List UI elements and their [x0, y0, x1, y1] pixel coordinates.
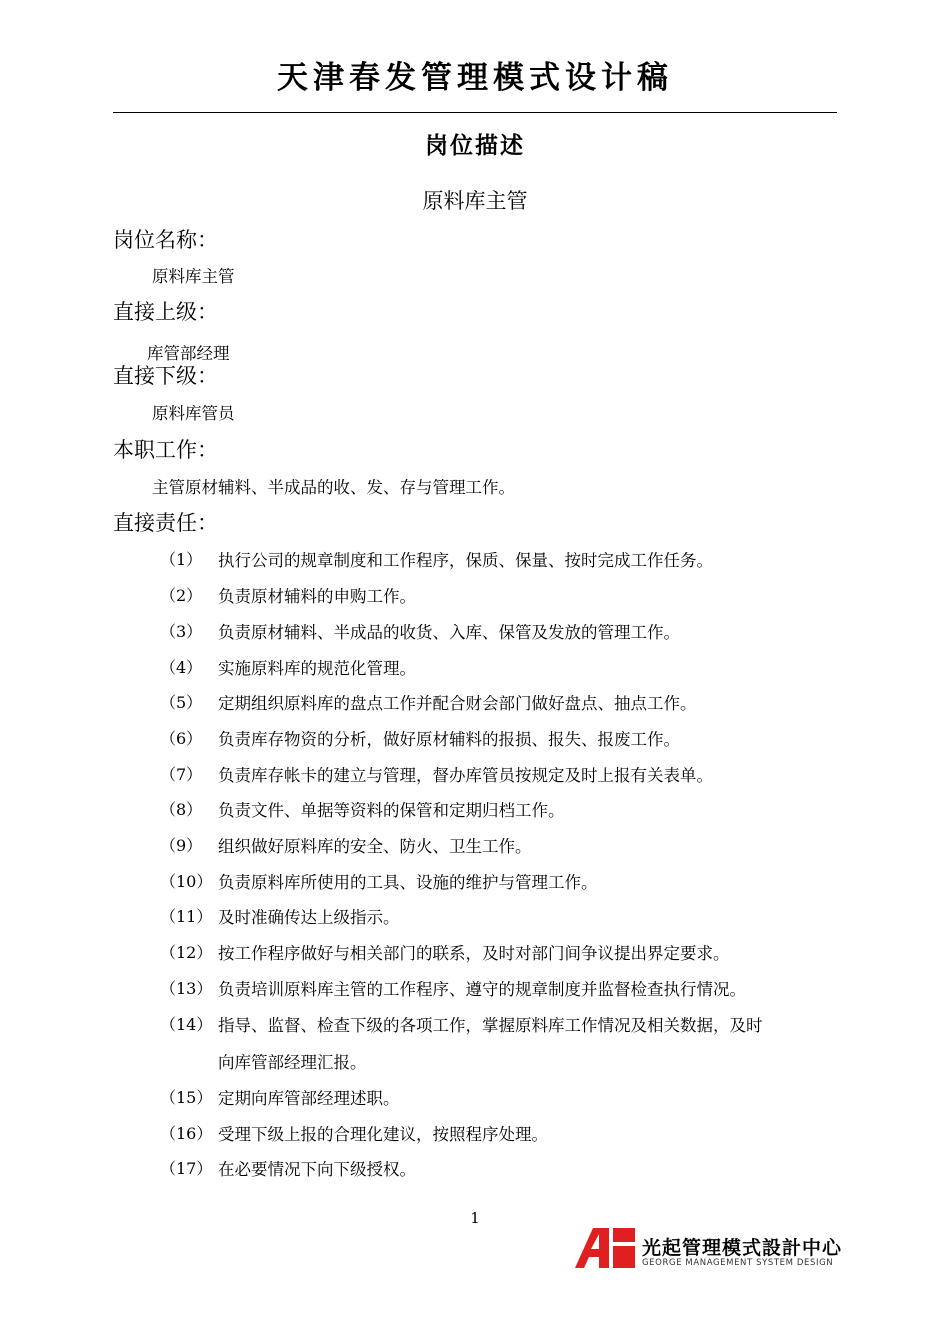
responsibility-text: 负责培训原料库主管的工作程序、遵守的规章制度并监督检查执行情况。	[218, 980, 746, 999]
superior-label: 直接上级：	[113, 300, 218, 324]
responsibility-number: （7）	[160, 765, 203, 784]
responsibility-number: （14）	[160, 1015, 213, 1034]
responsibility-number: （3）	[160, 622, 203, 641]
responsibility-text-continued: 向库管部经理汇报。	[218, 1053, 367, 1072]
responsibility-text: 受理下级上报的合理化建议，按照程序处理。	[218, 1125, 548, 1144]
responsibility-text: 负责原材辅料、半成品的收货、入库、保管及发放的管理工作。	[218, 623, 680, 642]
responsibility-text: 负责库存帐卡的建立与管理，督办库管员按规定及时上报有关表单。	[218, 766, 713, 785]
page-number: 1	[470, 1209, 480, 1227]
responsibility-text: 负责库存物资的分析，做好原材辅料的报损、报失、报废工作。	[218, 730, 680, 749]
responsibility-number: （16）	[160, 1124, 213, 1143]
duty-label: 本职工作：	[113, 438, 218, 462]
responsibility-number: （10）	[160, 872, 213, 891]
responsibility-number: （15）	[160, 1088, 213, 1107]
responsibility-number: （13）	[160, 979, 213, 998]
responsibility-number: （11）	[160, 907, 213, 926]
responsibility-text: 在必要情况下向下级授权。	[218, 1160, 416, 1179]
responsibility-number: （9）	[160, 836, 203, 855]
company-logo-name: 光起管理模式設計中心	[642, 1237, 843, 1259]
responsibility-number: （4）	[160, 658, 203, 677]
responsibility-text: 组织做好原料库的安全、防火、卫生工作。	[218, 837, 532, 856]
position-name-value: 原料库主管	[152, 267, 235, 286]
responsibility-number: （6）	[160, 729, 203, 748]
section-title: 岗位描述	[425, 133, 525, 159]
responsibility-number: （17）	[160, 1159, 213, 1178]
header-divider	[113, 112, 837, 113]
responsibility-text: 负责文件、单据等资料的保管和定期归档工作。	[218, 801, 565, 820]
responsibility-text: 定期向库管部经理述职。	[218, 1089, 400, 1108]
responsibility-number: （2）	[160, 586, 203, 605]
responsibility-text: 定期组织原料库的盘点工作并配合财会部门做好盘点、抽点工作。	[218, 694, 697, 713]
responsibility-label: 直接责任：	[113, 511, 218, 535]
position-title: 原料库主管	[422, 189, 528, 213]
subordinate-label: 直接下级：	[113, 364, 218, 388]
responsibility-number: （5）	[160, 693, 203, 712]
responsibility-number: （12）	[160, 943, 213, 962]
superior-value: 库管部经理	[147, 344, 230, 363]
responsibility-number: （1）	[160, 550, 203, 569]
responsibility-number: （8）	[160, 800, 203, 819]
document-title: 天津春发管理模式设计稿	[277, 60, 673, 96]
responsibility-text: 实施原料库的规范化管理。	[218, 659, 416, 678]
position-name-label: 岗位名称：	[113, 228, 218, 252]
responsibility-text: 负责原材辅料的申购工作。	[218, 587, 416, 606]
company-logo-icon	[575, 1228, 637, 1268]
company-logo-english: GEORGE MANAGEMENT SYSTEM DESIGN	[642, 1258, 834, 1268]
responsibility-text: 按工作程序做好与相关部门的联系，及时对部门间争议提出界定要求。	[218, 944, 730, 963]
duty-value: 主管原材辅料、半成品的收、发、存与管理工作。	[152, 478, 515, 497]
subordinate-value: 原料库管员	[152, 404, 235, 423]
responsibility-text: 及时准确传达上级指示。	[218, 908, 400, 927]
responsibility-text: 执行公司的规章制度和工作程序，保质、保量、按时完成工作任务。	[218, 551, 713, 570]
responsibility-text: 负责原料库所使用的工具、设施的维护与管理工作。	[218, 873, 598, 892]
responsibility-text: 指导、监督、检查下级的各项工作，掌握原料库工作情况及相关数据，及时	[218, 1016, 763, 1035]
